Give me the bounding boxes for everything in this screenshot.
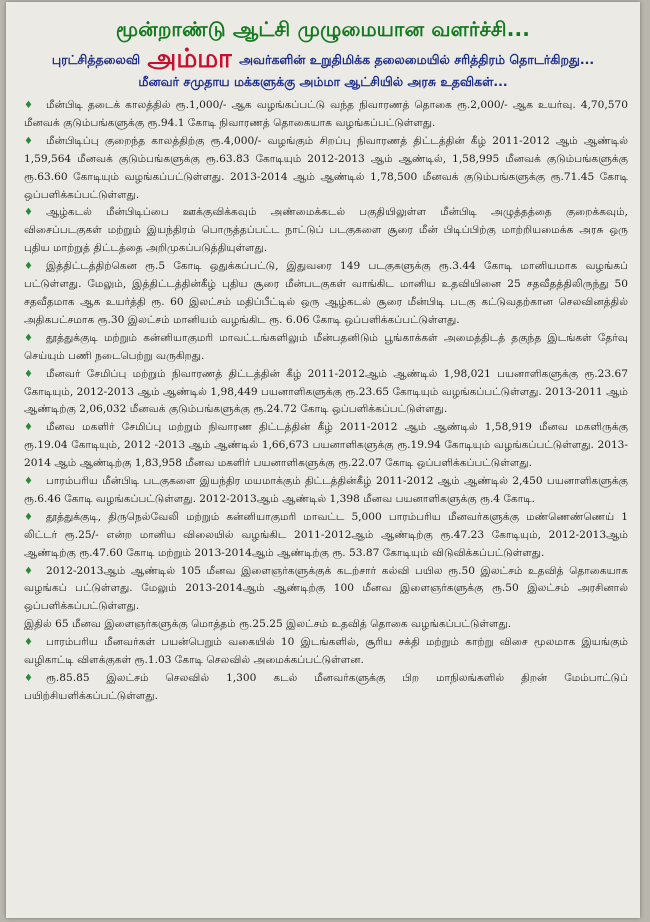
diamond-bullet-icon: ♦ [24, 332, 33, 344]
article-body [24, 97, 628, 706]
diamond-bullet-icon: ♦ [24, 673, 33, 684]
paragraph-3 [24, 204, 628, 258]
paragraph-text: மீன்பிடி தடைக் காலத்தில் ரூ.1,000/- ஆக வழங்கப்பட்டு வந்த நிவாரணத் தொகை ரூ.2,000/- ஆக உயர்வு. 4,70,570 மீனவக் குடும்பங்களுக்கு ரூ.94.1 கோடி நிவாரணத் தொகையாக வழங்கப்பட்டுள்ளது. [24, 99, 628, 129]
paragraph-8 [24, 473, 628, 509]
paragraph-text: இத்திட்டத்திற்கென ரூ.5 கோடி ஒதுக்கப்பட்டு, இதுவரை 149 படகுகளுக்கு ரூ.3.44 கோடி மானியமாக வழங்கப் பட்டுள்ளது. மேலும், இத்திட்டத்தின்கீழ் புதிய சூரை மீன்படகுகள் வாங்கிட மானிய உதவியினை 25 சதவீதத்திலிருந்து 50 சதவீதமாக ஆக உயர்த்தி ரூ. 60 இலட்சம் மதிப்பீட்டில் ஒரு ஆழ்கடல் சூரை மீன்பிடி படகு கட்டுவதற்கான செலவினத்தில் அதிகபட்சமாக ரூ.30 இலட்சம் மானியம் வழங்கிட ரூ. 6.06 கோடி ஒப்பளிக்கப்பட்டுள்ளது. [24, 260, 628, 326]
paragraph-text: தூத்துக்குடி, திருநெல்வேலி மற்றும் கன்னியாகுமரி மாவட்ட 5,000 பாரம்பரிய மீனவர்களுக்கு மண்ணெண்ணெய் 1 லிட்டர் ரூ.25/- என்ற மானிய விலையில் வழங்கிட 2011-2012ஆம் ஆண்டிற்கு ரூ.47.23 கோடியும், 2012-2013ஆம் ஆண்டிற்கு ரூ.47.60 கோடி மற்றும் 2013-2014ஆம் ஆண்டிற்கு ரூ. 53.87 கோடியும் விடுவிக்கப்பட்டுள்ளது. [24, 510, 628, 559]
paragraph-4 [24, 258, 628, 330]
paragraph-text: தூத்துக்குடி மற்றும் கன்னியாகுமரி மாவட்டங்களிலும் மீன்பதனிடும் பூங்காக்கள் அமைத்திடத் தகுந்த இடங்கள் தேர்வு செய்யும் பணி நடைபெற்று வருகிறது. [24, 331, 628, 362]
paragraph-7 [24, 419, 628, 473]
diamond-bullet-icon: ♦ [24, 637, 33, 649]
subtitle-line-2: மீனவர் சமுதாய மக்களுக்கு அம்மா ஆட்சியில் அரசு உதவிகள்... [138, 74, 508, 89]
diamond-bullet-icon: ♦ [24, 100, 33, 111]
subtitle-left: புரட்சித்தலைவி [51, 52, 141, 67]
subtitle-right: அவர்களின் உறுதிமிக்க தலைமையில் சரித்திரம் தொடர்கிறது... [239, 52, 595, 67]
header [6, 16, 640, 91]
paragraph-1 [24, 97, 628, 133]
paragraph-10 [24, 563, 628, 617]
paragraph-6 [24, 366, 628, 420]
diamond-bullet-icon: ♦ [24, 565, 33, 577]
paragraph-text: பாரம்பரிய மீனவர்கள் பயன்பெறும் வகையில் 10 இடங்களில், சூரிய சக்தி மற்றும் காற்று விசை மூலமாக இயங்கும் வழிகாட்டி விளக்குகள் ரூ.1.03 கோடி செலவில் அமைக்கப்பட்டுள்ளன. [24, 636, 628, 667]
paragraph-text: 2012-2013ஆம் ஆண்டில் 105 மீனவ இளைஞர்களுக்குக் கடற்சார் கல்வி பயில ரூ.50 இலட்சம் உதவித் தொகையாக வழங்கப் பட்டுள்ளது. மேலும் 2013-2014ஆம் ஆண்டிற்கு 100 மீனவ இளைஞர்களுக்கு ரூ.50 இலட்சம் அரசினால் ஒப்பளிக்கப்பட்டுள்ளது. [24, 564, 628, 613]
document-sheet [6, 2, 640, 918]
paragraph-11 [24, 616, 628, 634]
paragraph-9 [24, 509, 628, 563]
paragraph-text: பாரம்பரிய மீன்பிடி படகுகளை இயந்திர மயமாக்கும் திட்டத்தின்கீழ் 2011-2012 ஆம் ஆண்டில் 2,450 பயனாளிகளுக்கு ரூ.6.46 கோடி வழங்கப்பட்டுள்ளது. 2012-2013ஆம் ஆண்டில் 1,398 மீனவ பயனாளிகளுக்கு ரூ.4 கோடி. [24, 475, 628, 505]
paragraph-text: இதில் 65 மீனவ இளைஞர்களுக்கு மொத்தம் ரூ.25.25 இலட்சம் உதவித் தொகை வழங்கப்பட்டுள்ளது. [24, 618, 512, 631]
diamond-bullet-icon: ♦ [24, 422, 33, 434]
page-title: மூன்றாண்டு ஆட்சி முழுமையான வளர்ச்சி... [115, 17, 531, 41]
diamond-bullet-icon: ♦ [24, 261, 33, 273]
diamond-bullet-icon: ♦ [24, 511, 33, 523]
subtitle-amma: அம்மா [147, 44, 232, 74]
paragraph-text: மீன்பிடிப்பு குறைந்த காலத்திற்கு ரூ.4,000/- வழங்கும் சிறப்பு நிவாரணத் திட்டத்தின் கீழ் 2011-2012 ஆம் ஆண்டில் 1,59,564 மீனவக் குடும்பங்களுக்கு ரூ.63.83 கோடியும் 2012-2013 ஆம் ஆண்டில், 1,58,995 மீனவக் குடும்பங்களுக்கு ரூ.63.60 கோடியும் வழங்கப்பட்டுள்ளது. 2013-2014 ஆம் ஆண்டில் 1,78,500 மீனவக் குடும்பங்களுக்கு ரூ.71.45 கோடி ஒப்பளிக்கப்பட்டுள்ளது. [24, 134, 628, 201]
subtitle-line-1 [6, 44, 640, 74]
paragraph-12 [24, 634, 628, 670]
paragraph-text: ஆழ்கடல் மீன்பிடிப்பை ஊக்குவிக்கவும் அண்மைக்கடல் பகுதியிலுள்ள மீன்பிடி அழுத்தத்தை குறைக்கவும், விசைப்படகுகள் மற்றும் இயந்திரம் பொருத்தப்பட்ட நாட்டுப் படகுகளை சூரை மீன் பிடிப்பிற்கு மாற்றியமைக்க அரசு ஒரு புதிய மாற்றுத் திட்டத்தை அறிமுகப்படுத்தியுள்ளது. [24, 206, 628, 255]
paragraph-text: மீனவ மகளிர் சேமிப்பு மற்றும் நிவாரண திட்டத்தின் கீழ் 2011-2012 ஆம் ஆண்டில் 1,58,919 மீனவ மகளிருக்கு ரூ.19.04 கோடியும், 2012 -2013 ஆம் ஆண்டில் 1,66,673 பயனாளிகளுக்கு ரூ.19.94 கோடியும் வழங்கப்பட்டுள்ளது. 2013-2014 ஆம் ஆண்டிற்கு 1,83,958 மீனவ மகளிர் பயனாளிகளுக்கு ரூ.22.07 கோடி ஒப்பளிக்கப்பட்டுள்ளது. [24, 421, 628, 470]
diamond-bullet-icon: ♦ [24, 476, 33, 488]
diamond-bullet-icon: ♦ [24, 135, 33, 147]
paragraph-text: ரூ.85.85 இலட்சம் செலவில் 1,300 கடல் மீனவர்களுக்கு பிற மாநிலங்களில் திறன் மேம்பாட்டுப் பயிற்சியளிக்கப்பட்டுள்ளது. [24, 672, 628, 702]
paragraph-5 [24, 330, 628, 366]
diamond-bullet-icon: ♦ [24, 207, 33, 219]
paragraph-text: மீனவர் சேமிப்பு மற்றும் நிவாரணத் திட்டத்தின் கீழ் 2011-2012ஆம் ஆண்டில் 1,98,021 பயனாளிகளுக்கு ரூ.23.67 கோடியும், 2012-2013 ஆம் ஆண்டில் 1,98,449 பயனாளிகளுக்கு ரூ.23.65 கோடியும் வழங்கப்பட்டுள்ளது. 2013-2011 ஆம் ஆண்டிற்கு 2,06,032 மீனவக் குடும்பங்களுக்கு ரூ.24.72 கோடி ஒப்பளிக்கப்பட்டுள்ளது. [24, 367, 628, 416]
paragraph-2 [24, 133, 628, 205]
paragraph-13 [24, 670, 628, 706]
diamond-bullet-icon: ♦ [24, 368, 33, 380]
